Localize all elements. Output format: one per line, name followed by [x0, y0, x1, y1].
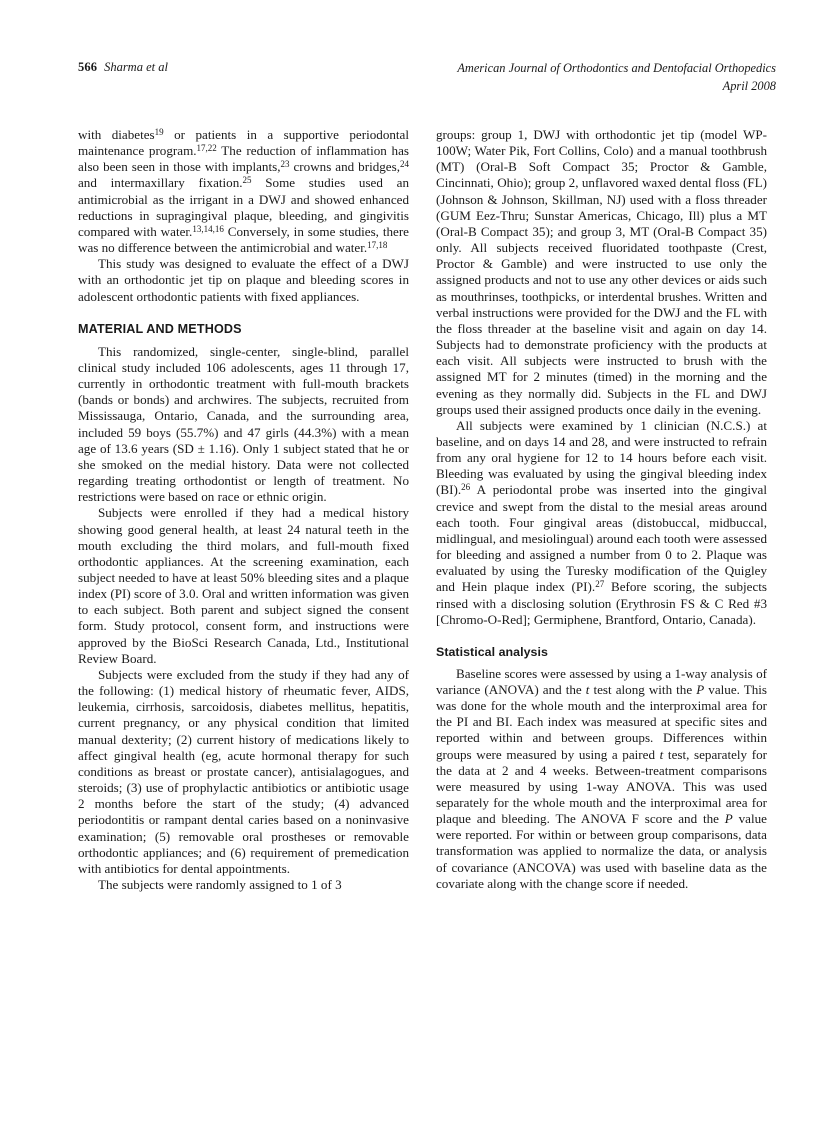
paragraph-randomization-start: The subjects were randomly assigned to 1 of 3 — [98, 876, 342, 892]
heading-material-and-methods: MATERIAL AND METHODS — [78, 321, 242, 336]
paragraph-inclusion-criteria: Subjects were enrolled if they had a medical history showing good general health, at least 24 natural teeth in the mouth excluding the third molars, and full-mouth fixed orthodontic appliances. At the screening examination, each subject needed to have at least 50% bleeding sites and a plaque index (PI) score of 3.0. Oral and written information was given to each subject. Both parent and subject signed the consent form. Study protocol, consent form, and instructions were approved by the BioSci Research Canada, Ltd., Institutional Review Board. — [78, 505, 409, 666]
statistical-symbol: t — [659, 746, 664, 762]
reference-superscript: 19 — [154, 126, 164, 137]
statistical-symbol: P — [724, 811, 733, 827]
statistical-symbol: t — [585, 681, 590, 697]
reference-superscript: 25 — [242, 175, 252, 186]
reference-superscript: 27 — [595, 579, 605, 590]
paragraph-statistical-methods: Baseline scores were assessed by using a 1-way analysis of variance (ANOVA) and the t test along with the P value. This was done for the whole mouth and the interproximal area for the PI and BI. Each index was measured at specific sites and reported within and between groups. Differences within groups were measured by using a paired t test, separately for the data at 2 and 4 weeks. Between-treatment comparisons were measured by using 1-way ANOVA. This was used separately for the whole mouth and the interproximal area for plaque and bleeding. The ANOVA F score and the P value were reported. For within or between group comparisons, data transformation was applied to normalize the data, or analysis of covariance (ANCOVA) was used with baseline data as the covariate along with the change score if needed. — [436, 665, 767, 891]
statistical-symbol: P — [696, 681, 705, 697]
running-head-left — [78, 60, 168, 76]
reference-superscript: 17,18 — [367, 239, 388, 250]
paragraph-exclusion-criteria: Subjects were excluded from the study if they had any of the following: (1) medical history of rheumatic fever, AIDS, leukemia, cirrhosis, sarcoidosis, diabetes mellitus, hepatitis, current pregnancy, or any physical condition that limited manual dexterity; (2) current history of medications likely to affect gingival health (eg, acute hormonal therapy for such conditions as breast or prostate cancer), antisialagogues, and steroids; (3) use of prophylactic antibiotics or antibiotic usage 2 months before the start of the study; (4) advanced periodontitis or rampant dental caries based on a noninvasive examination; (5) removable oral prostheses or removable orthodontic appliances; and (6) requirement of premedication with antibiotics for dental appointments. — [78, 666, 409, 876]
column-right — [436, 127, 767, 892]
column-left — [78, 127, 409, 893]
author-citation: Sharma et al — [104, 60, 168, 74]
body-columns — [78, 127, 776, 893]
running-head-right — [457, 60, 776, 95]
paragraph-examination-protocol: All subjects were examined by 1 clinician (N.C.S.) at baseline, and on days 14 and 28, and were instructed to refrain from any oral hygiene for 12 to 14 hours before each visit. Bleeding was evaluated by using the gingival bleeding index (BI).$^{26}$ A periodontal probe was inserted into the gingival crevice and swept from the distal to the mesial areas around each tooth. Four gingival areas (distobuccal, midbuccal, midlingual, and mesiolingual) around each tooth were assessed for bleeding and assigned a number from 0 to 2. Plaque was evaluated by using the Turesky modification of the Quigley and Hein plaque index (PI).$^{27}$ Before scoring, the subjects rinsed with a disclosing solution (Erythrosin FS & C Red #3 [Chromo-O-Red]; Germiphene, Brantford, Ontario, Canada). — [436, 417, 767, 627]
paragraph-continued: with diabetes$^{19}$ or patients in a supportive periodontal maintenance program.$^{17,22}$ The reduction of inflammation has also been seen in those with implants,$^{23}$ crowns and bridges,$^{24}$ and intermaxillary fixation.$^{25}$ Some studies used an antimicrobial as the irrigant in a DWJ and showed enhanced reductions in supragingival plaque, bleeding, and gingivitis compared with water.$^{13,14,16}$ Conversely, in some studies, there was no difference between the antimicrobial and water.$^{17,18}$ — [78, 126, 410, 256]
page-number: 566 — [78, 60, 98, 74]
issue-date: April 2008 — [722, 78, 776, 93]
reference-superscript: 17,22 — [196, 143, 217, 154]
running-head — [78, 60, 776, 104]
journal-title: American Journal of Orthodontics and Dentofacial Orthopedics — [457, 61, 776, 75]
paragraph-study-design: This randomized, single-center, single-blind, parallel clinical study included 106 adolescents, ages 11 through 17, currently in orthodontic treatment with full-mouth brackets (bands or bonds) and archwires. The subjects, recruited from Mississauga, Ontario, Canada, and the surrounding area, included 59 boys (55.7%) and 47 girls (44.3%) with a mean age of 13.6 years (SD ± 1.16). Only 1 subject stated that he or she smoked on the medial history. Data were not collected regarding treating orthodontist or length of treatment. No restrictions were based on race or ethnic origin. — [78, 343, 409, 505]
reference-superscript: 13,14,16 — [192, 223, 224, 234]
reference-superscript: 24 — [400, 159, 409, 170]
heading-statistical-analysis: Statistical analysis — [436, 644, 548, 659]
reference-superscript: 23 — [280, 159, 290, 170]
paragraph-treatment-groups: groups: group 1, DWJ with orthodontic jet tip (model WP-100W; Water Pik, Fort Collins, Colo) and a manual toothbrush (MT) (Oral-B Soft Compact 35; Proctor & Gamble, Cincinnati, Ohio); group 2, unflavored waxed dental floss (FL) (Johnson & Johnson, Skillman, NJ) used with a floss threader (GUM Eez-Thru; Sunstar Americas, Chicago, Ill) plus a MT (Oral-B Compact 35); and group 3, MT (Oral-B Compact 35) only. All subjects received fluoridated toothpaste (Crest, Proctor & Gamble) and were instructed to use only the assigned products and not to use any other devices or aids such as mouthrinses, toothpicks, or interdental brushes. Written and verbal instructions were provided for the DWJ and the FL with the floss threader at the baseline visit and again on day 14. Subjects had to demonstrate proficiency with the products at each visit. All subjects were instructed to brush with the assigned MT for 2 minutes (timed) in the morning and the evening as they normally did. Subjects in the FL and DWJ groups used their assigned products once daily in the evening. — [436, 127, 767, 417]
paragraph-study-purpose: This study was designed to evaluate the effect of a DWJ with an orthodontic jet tip on plaque and bleeding scores in adolescent orthodontic patients with fixed appliances. — [78, 256, 409, 304]
reference-superscript: 26 — [461, 482, 471, 493]
